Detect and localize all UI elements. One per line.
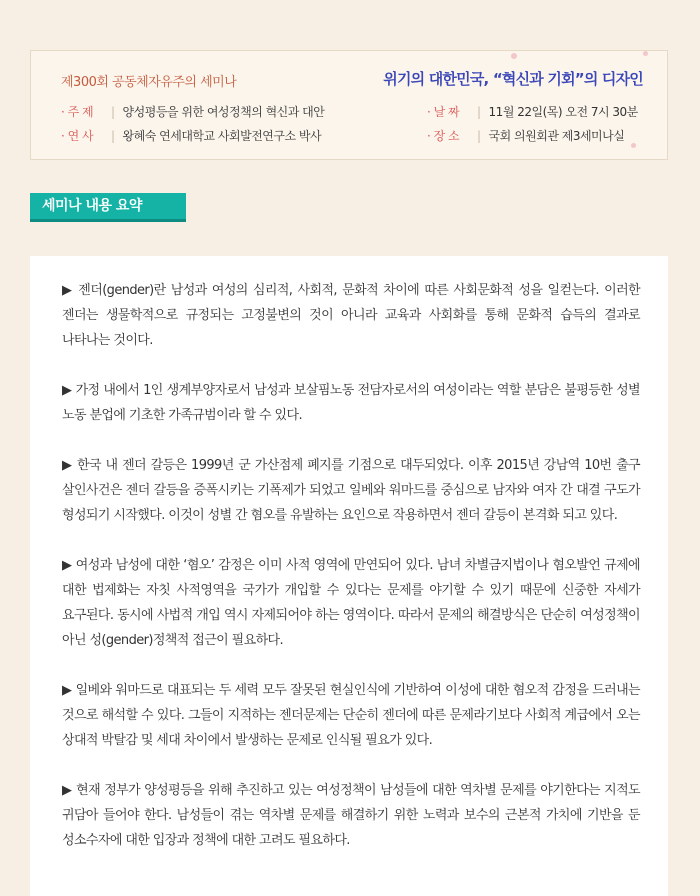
speaker-row — [61, 127, 321, 144]
topic-label: · 주 제 — [61, 105, 94, 119]
separator: | — [477, 104, 481, 119]
separator: | — [111, 104, 115, 119]
separator: | — [111, 128, 115, 143]
date-value: 11월 22일(목) 오전 7시 30분 — [488, 105, 638, 119]
date-row — [427, 103, 638, 120]
place-value: 국회 의원회관 제3세미나실 — [488, 129, 625, 143]
summary-paragraph: ▶ 여성과 남성에 대한 ‘혐오’ 감정은 이미 사적 영역에 만연되어 있다. 남녀 차별금지법이나 혐오발언 규제에 대한 법제화는 자칫 사적영역을 국가가 개입할 수 있다는 문제를 야기할 수 있기 때문에 신중한 자세가 요구된다. 동시에 사법적 개입 역시 자제되어야 하는 영역이다. 따라서 문제의 해결방식은 단순히 여성정책이 아닌 성(gender)정책적 접근이 필요하다. — [62, 558, 640, 648]
summary-paragraph: ▶ 일베와 워마드로 대표되는 두 세력 모두 잘못된 현실인식에 기반하여 이성에 대한 혐오적 감정을 드러내는 것으로 해석할 수 있다. 그들이 지적하는 젠더문제는 단순히 젠더에 따른 문제라기보다 사회적 계급에서 오는 상대적 박탈감 및 세대 차이에서 발생하는 문제로 인식될 필요가 있다. — [62, 683, 640, 748]
seminar-header — [30, 50, 668, 160]
summary-content — [30, 256, 668, 896]
seminar-headline: 위기의 대한민국, “혁신과 기회”의 디자인 — [383, 70, 643, 88]
decor-dot — [631, 143, 636, 148]
place-label: · 장 소 — [427, 129, 460, 143]
date-label: · 날 짜 — [427, 105, 460, 119]
summary-paragraph: ▶ 한국 내 젠더 갈등은 1999년 군 가산점제 폐지를 기점으로 대두되었다. 이후 2015년 강남역 10번 출구 살인사건은 젠더 갈등을 증폭시키는 기폭제가 되었고 일베와 워마드를 중심으로 남자와 여자 간 대결 구도가 형성되기 시작했다. 이것이 성별 간 혐오를 유발하는 요인으로 작용하면서 젠더 갈등이 본격화 되고 있다. — [62, 458, 640, 523]
topic-row — [61, 103, 324, 120]
speaker-label: · 연 사 — [61, 129, 94, 143]
decor-dot — [643, 51, 648, 56]
summary-paragraph: ▶ 현재 정부가 양성평등을 위해 추진하고 있는 여성정책이 남성들에 대한 역차별 문제를 야기한다는 지적도 귀담아 들어야 한다. 남성들이 겪는 역차별 문제를 해결하기 위한 노력과 보수의 근본적 가치에 기반을 둔 성소수자에 대한 입장과 정책에 대한 고려도 필요하다. — [62, 783, 640, 848]
place-row — [427, 127, 624, 144]
decor-dot — [511, 53, 517, 59]
seminar-series: 제300회 공동체자유주의 세미나 — [61, 75, 237, 90]
section-tab-underline — [30, 219, 186, 222]
separator: | — [477, 128, 481, 143]
section-tab: 세미나 내용 요약 — [30, 193, 186, 219]
speaker-value: 왕혜숙 연세대학교 사회발전연구소 박사 — [122, 129, 322, 143]
topic-value: 양성평등을 위한 여성정책의 혁신과 대안 — [122, 105, 325, 119]
summary-paragraph: ▶ 가정 내에서 1인 생계부양자로서 남성과 보살핌노동 전담자로서의 여성이라는 역할 분담은 불평등한 성별 노동 분업에 기초한 가족규범이라 할 수 있다. — [62, 383, 640, 423]
summary-paragraph: ▶ 젠더(gender)란 남성과 여성의 심리적, 사회적, 문화적 차이에 따른 사회문화적 성을 일컫는다. 이러한 젠더는 생물학적으로 규정되는 고정불변의 것이 아니라 교육과 사회화를 통해 문화적 습득의 결과로 나타나는 것이다. — [62, 283, 640, 348]
